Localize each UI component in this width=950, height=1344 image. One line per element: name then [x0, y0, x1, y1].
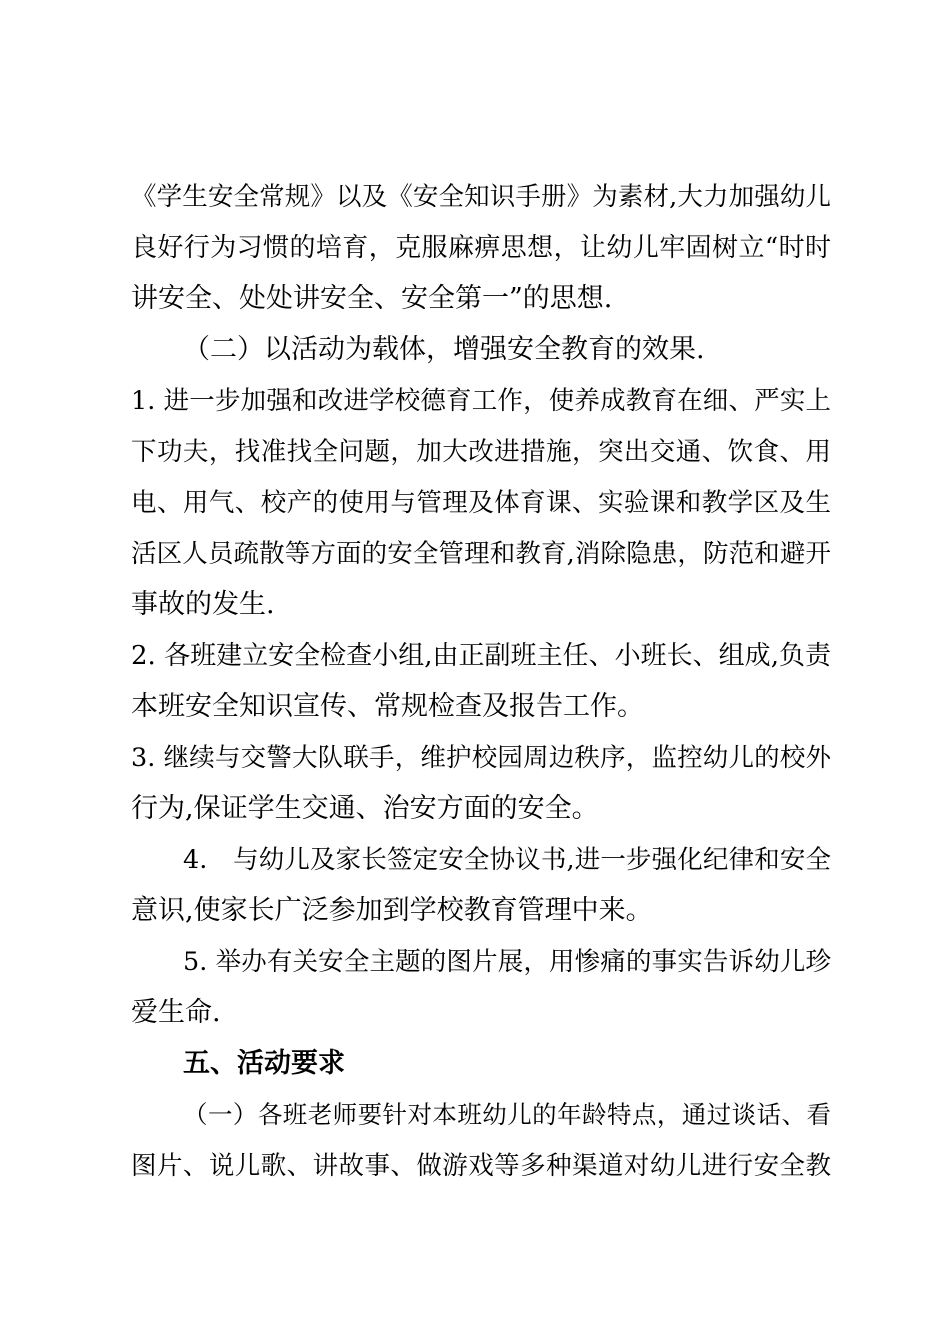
- requirement-1-line-2: 图片、说儿歌、讲故事、做游戏等多种渠道对幼儿进行安全教: [131, 1151, 831, 1181]
- list-item-1-line-1: 1. 进一步加强和改进学校德育工作，使养成教育在细、严实上: [131, 386, 831, 416]
- list-item-1-line-2: 下功夫，找准找全问题，加大改进措施，突出交通、饮食、用: [131, 437, 831, 467]
- list-item-5-line-1: 5. 举办有关安全主题的图片展，用惨痛的事实告诉幼儿珍: [183, 947, 831, 977]
- list-item-2-line-1: 2. 各班建立安全检查小组,由正副班主任、小班长、组成,负责: [131, 641, 831, 671]
- list-item-3-line-1: 3. 继续与交警大队联手，维护校园周边秩序，监控幼儿的校外: [131, 743, 831, 773]
- requirement-1-line-1: （一）各班老师要针对本班幼儿的年龄特点，通过谈话、看: [183, 1100, 831, 1129]
- list-item-1-line-5: 事故的发生.: [131, 589, 275, 620]
- section-heading-5: 五、活动要求: [183, 1048, 345, 1079]
- text-line-1: 《学生安全常规》以及《安全知识手册》为素材,大力加强幼儿: [131, 182, 831, 212]
- section-heading-2: （二）以活动为载体，增强安全教育的效果.: [183, 334, 705, 365]
- list-item-3-line-2: 行为,保证学生交通、治安方面的安全。: [131, 793, 599, 824]
- text-line-2: 良好行为习惯的培育，克服麻痹思想，让幼儿牢固树立“时时: [131, 233, 831, 263]
- list-item-4-line-2: 意识,使家长广泛参加到学校教育管理中来。: [131, 895, 653, 926]
- list-item-5-line-2: 爱生命.: [131, 997, 221, 1028]
- list-item-1-line-3: 电、用气、校产的使用与管理及体育课、实验课和教学区及生: [131, 488, 831, 518]
- list-item-2-line-2: 本班安全知识宣传、常规检查及报告工作。: [131, 691, 644, 722]
- list-item-1-line-4: 活区人员疏散等方面的安全管理和教育,消除隐患，防范和避开: [131, 539, 831, 569]
- text-line-3: 讲安全、处处讲安全、安全第一”的思想.: [131, 283, 613, 314]
- list-item-4-line-1: 4. 与幼儿及家长签定安全协议书,进一步强化纪律和安全: [183, 845, 831, 875]
